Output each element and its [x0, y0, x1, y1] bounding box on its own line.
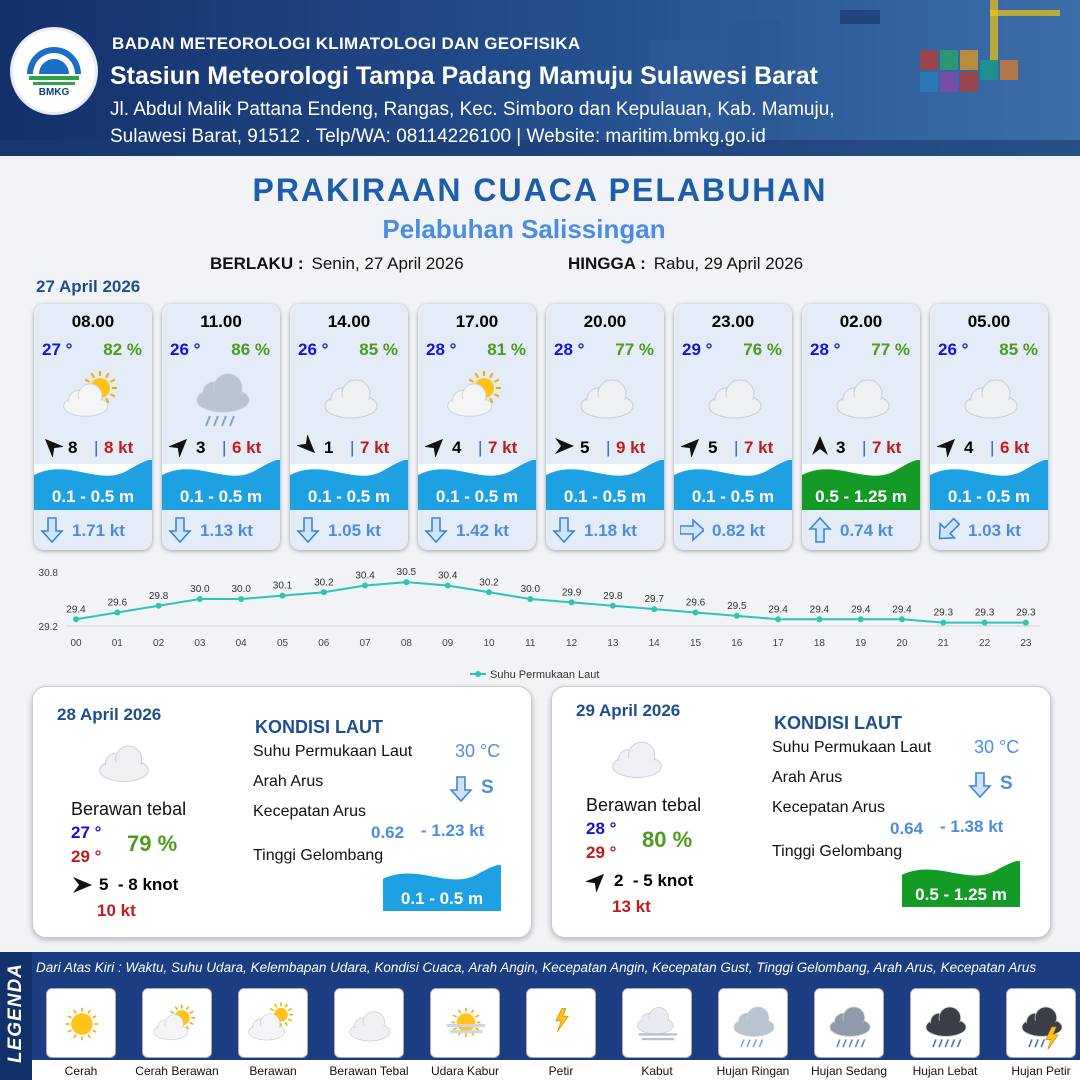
berawan-tebal-icon: [343, 999, 397, 1049]
separator: |: [222, 438, 227, 457]
agency-name: BADAN METEOROLOGI KLIMATOLOGI DAN GEOFISIKA: [112, 34, 581, 53]
separator: |: [862, 438, 867, 457]
x-tick-label: 03: [194, 638, 206, 649]
wind-speed: 5: [708, 438, 718, 457]
x-tick-label: 01: [111, 638, 123, 649]
wind-speed: 3: [836, 438, 846, 457]
berawan-tebal-icon: [956, 366, 1026, 426]
current-direction-label: Arah Arus: [772, 769, 843, 786]
separator: |: [350, 438, 355, 457]
legend-icon-box: [910, 988, 980, 1058]
air-temperature: 26 °: [170, 340, 201, 359]
current-speed: 1.71 kt: [72, 521, 125, 540]
gust-speed: 9 kt: [616, 438, 646, 457]
wind-speed: 8: [68, 438, 78, 457]
sst-point: [940, 620, 946, 626]
sst-point: [610, 603, 616, 609]
wind-speed-range: 2 - 5 knot: [614, 871, 694, 890]
sst-point: [486, 589, 492, 595]
gust-speed: 10 kt: [97, 901, 136, 920]
wave-height: 0.1 - 0.5 m: [691, 487, 775, 506]
wave-height-label: Tinggi Gelombang: [253, 847, 384, 864]
max-temperature: 29 °: [71, 847, 102, 866]
air-temperature: 28 °: [554, 340, 585, 359]
card-time: 11.00: [200, 312, 242, 331]
sst-point: [197, 596, 203, 602]
hourly-card: [802, 304, 920, 550]
y-tick-label: 30.8: [38, 568, 58, 579]
humidity: 81 %: [487, 340, 526, 359]
legend-item-label: Berawan: [249, 1064, 297, 1078]
x-tick-label: 22: [979, 638, 991, 649]
legend-item-label: Udara Kabur: [430, 1064, 500, 1078]
berawan-icon: [247, 999, 301, 1049]
air-temperature: 26 °: [298, 340, 329, 359]
wind-speed: 4: [452, 438, 462, 457]
sst-point: [73, 616, 79, 622]
sst-point: [238, 596, 244, 602]
sst-data-label: 30.2: [314, 577, 334, 589]
legend-item-label: Hujan Ringan: [716, 1064, 790, 1078]
x-tick-label: 23: [1020, 638, 1032, 649]
hourly-card: [162, 304, 280, 550]
legend-item: [46, 988, 116, 1080]
humidity: 77 %: [615, 340, 654, 359]
x-tick-label: 09: [442, 638, 454, 649]
sst-data-label: 30.1: [272, 580, 293, 592]
cerah-berawan-icon: [444, 366, 514, 426]
current-speed-min: 0.64: [890, 819, 924, 838]
gust-speed: 7 kt: [744, 438, 774, 457]
valid-from-value: Senin, 27 April 2026: [311, 254, 464, 273]
gust-speed: 13 kt: [612, 897, 651, 916]
legend-item-label: Cerah Berawan: [135, 1064, 219, 1078]
x-tick-label: 08: [400, 638, 412, 649]
current-direction-icon: [168, 516, 192, 544]
sst-data-label: 30.4: [355, 570, 375, 582]
legend-item: [430, 988, 500, 1080]
current-direction-icon: [424, 516, 448, 544]
gust-speed: 8 kt: [104, 438, 134, 457]
hourly-card: [34, 304, 152, 550]
sst-data-label: 29.4: [66, 604, 86, 616]
wind-speed: 1: [324, 438, 334, 457]
sst-point: [734, 613, 740, 619]
legend-item-label: Hujan Petir: [1011, 1064, 1071, 1078]
card-time: 02.00: [839, 312, 883, 331]
legend-icon-box: [526, 988, 596, 1058]
x-tick-label: 07: [359, 638, 371, 649]
current-direction-icon: [936, 516, 960, 544]
legend-item: [622, 988, 692, 1080]
x-tick-label: 14: [648, 638, 660, 649]
weather-condition: Berawan tebal: [71, 799, 187, 819]
wave-height: 0.1 - 0.5 m: [563, 487, 647, 506]
wave-height: 0.1 - 0.5 m: [400, 889, 484, 908]
weather-condition: Berawan tebal: [586, 795, 702, 815]
gust-speed: 6 kt: [1000, 438, 1030, 457]
wave-height: 0.5 - 1.25 m: [915, 885, 1007, 904]
daily-panel: [32, 686, 532, 938]
sst-point: [693, 610, 699, 616]
air-temperature: 29 °: [682, 340, 713, 359]
petir-icon: [535, 999, 589, 1049]
current-speed-max: - 1.38 kt: [940, 817, 1004, 836]
berawan-tebal-icon: [89, 733, 159, 789]
legend-icon-box: [622, 988, 692, 1058]
x-tick-label: 17: [772, 638, 784, 649]
bmkg-logo: [10, 27, 98, 115]
hujan-ringan-icon: [727, 999, 781, 1049]
wave-height: 0.1 - 0.5 m: [435, 487, 519, 506]
current-direction-icon: [449, 775, 471, 803]
x-tick-label: 10: [483, 638, 495, 649]
hourly-card: [930, 304, 1048, 550]
hujan-sedang-icon: [823, 999, 877, 1049]
current-speed-max: - 1.23 kt: [421, 821, 485, 840]
sea-condition-title: KONDISI LAUT: [255, 717, 383, 737]
legend-item: [526, 988, 596, 1080]
wind-direction-icon: [553, 435, 575, 457]
air-temperature: 26 °: [938, 340, 969, 359]
x-tick-label: 05: [276, 638, 289, 649]
sst-point: [403, 579, 409, 585]
wind-direction-icon: [809, 435, 831, 457]
kabut-icon: [631, 999, 685, 1049]
current-direction-icon: [552, 516, 576, 544]
humidity: 76 %: [743, 340, 782, 359]
current-speed-label: Kecepatan Arus: [253, 803, 366, 820]
max-temperature: 29 °: [586, 843, 617, 862]
bmkg-logo-icon: [13, 30, 95, 112]
sst-point: [280, 593, 286, 599]
separator: |: [478, 438, 483, 457]
logo-text: BMKG: [38, 87, 70, 98]
x-tick-label: 13: [607, 638, 619, 649]
sst-point: [899, 616, 905, 622]
humidity: 82 %: [103, 340, 142, 359]
berawan-tebal-icon: [602, 729, 672, 785]
daily-panel: [551, 686, 1051, 938]
legend-item: [135, 988, 219, 1080]
sst-data-label: 29.4: [892, 604, 912, 616]
sst-data-label: 30.2: [479, 577, 499, 589]
current-direction: S: [1000, 773, 1013, 794]
sst-point: [321, 589, 327, 595]
sst-data-label: 29.8: [603, 590, 623, 602]
wind-direction-icon: [681, 435, 703, 457]
legend-description: Dari Atas Kiri : Waktu, Suhu Udara, Kelembapan Udara, Kondisi Cuaca, Arah Angin, Kecepatan Angin, Kecepatan Gust, Tinggi Gelombang, Arah Arus, Kecepatan Arus: [36, 960, 1037, 975]
hourly-card: [546, 304, 664, 550]
legend-icon-box: [238, 988, 308, 1058]
air-temperature: 27 °: [42, 340, 73, 359]
air-temperature: 28 °: [810, 340, 841, 359]
gust-speed: 7 kt: [872, 438, 902, 457]
sst-data-label: 29.7: [644, 594, 664, 606]
current-direction-icon: [296, 516, 320, 544]
legend-item: [329, 988, 409, 1080]
berawan-tebal-icon: [316, 366, 386, 426]
forecast-date: 27 April 2026: [36, 277, 141, 296]
wind-speed: 5: [580, 438, 590, 457]
wave-height-label: Tinggi Gelombang: [772, 843, 903, 860]
current-speed: 0.82 kt: [712, 521, 765, 540]
sst-data-label: 29.3: [974, 607, 995, 619]
current-speed-label: Kecepatan Arus: [772, 799, 885, 816]
legend-icon-box: [814, 988, 884, 1058]
port-name: Pelabuhan Salissingan: [382, 214, 666, 244]
legend-item: [718, 988, 788, 1080]
sst-data-label: 30.0: [190, 584, 210, 595]
min-temperature: 27 °: [71, 823, 102, 842]
x-tick-label: 20: [896, 638, 908, 649]
cerah-berawan-icon: [60, 366, 130, 426]
sst-data-label: 29.4: [850, 604, 871, 616]
card-time: 08.00: [71, 312, 115, 331]
legend-icon-box: [46, 988, 116, 1058]
current-direction-icon: [808, 516, 832, 544]
legend-item: [1006, 988, 1076, 1080]
sst-point: [816, 616, 822, 622]
sst-point: [156, 603, 162, 609]
separator: |: [990, 438, 995, 457]
station-name: Stasiun Meteorologi Tampa Padang Mamuju Sulawesi Barat: [110, 62, 819, 90]
valid-to-label: HINGGA :: [568, 254, 646, 273]
sst-series-line: [76, 582, 1026, 623]
valid-to: [568, 254, 803, 274]
sst-value: 30 °C: [455, 741, 501, 761]
sst-point: [775, 616, 781, 622]
hourly-card: [674, 304, 792, 550]
sst-data-label: 29.9: [561, 587, 582, 599]
current-direction-icon: [680, 516, 704, 544]
legend-item-label: Kabut: [641, 1064, 673, 1078]
gust-speed: 7 kt: [360, 438, 390, 457]
wave-height: 0.1 - 0.5 m: [179, 487, 263, 506]
x-tick-label: 16: [731, 638, 743, 649]
legend-item-label: Petir: [548, 1064, 574, 1078]
x-tick-label: 21: [937, 638, 949, 649]
gust-speed: 7 kt: [488, 438, 518, 457]
sst-data-label: 30.4: [437, 570, 458, 582]
sst-data-label: 30.0: [231, 584, 251, 595]
air-temperature: 28 °: [426, 340, 457, 359]
sst-data-label: 29.3: [933, 607, 954, 619]
sst-data-label: 29.5: [727, 600, 747, 612]
legend-item: [910, 988, 980, 1080]
legend-icon-box: [1006, 988, 1076, 1058]
wind-direction-icon: [71, 874, 93, 896]
valid-from-label: BERLAKU :: [210, 254, 304, 273]
wave-height: 0.1 - 0.5 m: [51, 487, 135, 506]
current-speed: 1.05 kt: [328, 521, 381, 540]
valid-to-value: Rabu, 29 April 2026: [653, 254, 804, 273]
card-time: 20.00: [583, 312, 627, 331]
wind-direction-icon: [297, 435, 319, 457]
current-speed: 1.13 kt: [200, 521, 253, 540]
sst-point: [982, 620, 988, 626]
wind-speed: 3: [196, 438, 206, 457]
humidity: 85 %: [359, 340, 398, 359]
legend-item: [810, 988, 888, 1080]
wind-direction-icon: [586, 870, 608, 892]
current-direction-icon: [968, 771, 990, 799]
x-tick-label: 12: [566, 638, 578, 649]
gust-speed: 6 kt: [232, 438, 262, 457]
address-line-1: Jl. Abdul Malik Pattana Endeng, Rangas, Kec. Simboro dan Kepulauan, Kab. Mamuju,: [110, 99, 835, 120]
sst-point: [569, 599, 575, 605]
humidity: 85 %: [999, 340, 1038, 359]
page-title: PRAKIRAAN CUACA PELABUHAN: [252, 172, 828, 208]
wind-direction-icon: [425, 435, 447, 457]
wave-height: 0.5 - 1.25 m: [815, 487, 907, 506]
humidity: 80 %: [642, 827, 693, 852]
y-tick-label: 29.2: [38, 622, 58, 633]
hourly-card: [418, 304, 536, 550]
sst-data-label: 29.3: [1016, 607, 1036, 619]
current-speed-min: 0.62: [371, 823, 405, 842]
x-tick-label: 00: [70, 638, 82, 649]
wind-direction-icon: [169, 435, 191, 457]
legend-item-label: Cerah: [64, 1064, 98, 1078]
separator: |: [94, 438, 99, 457]
current-direction-icon: [40, 516, 64, 544]
panel-date: 28 April 2026: [57, 705, 162, 724]
legend-icon-box: [430, 988, 500, 1058]
legend-label: Suhu Permukaan Laut: [490, 669, 600, 681]
sst-data-label: 29.4: [809, 604, 830, 616]
valid-from: [210, 254, 464, 274]
legend-title: LEGENDA: [5, 963, 26, 1063]
berawan-tebal-icon: [572, 366, 642, 426]
sst-label: Suhu Permukaan Laut: [772, 739, 932, 756]
sst-data-label: 30.5: [396, 567, 417, 579]
cerah-icon: [55, 999, 109, 1049]
sst-point: [1023, 620, 1029, 626]
x-tick-label: 15: [689, 638, 702, 649]
udara-kabur-icon: [439, 999, 493, 1049]
wave-height: 0.1 - 0.5 m: [947, 487, 1031, 506]
sst-data-label: 29.4: [768, 604, 788, 616]
sst-data-label: 29.6: [107, 597, 128, 609]
current-direction: S: [481, 777, 494, 798]
legend-marker: [475, 671, 481, 677]
wave-height: 0.1 - 0.5 m: [307, 487, 391, 506]
wind-direction-icon: [41, 435, 63, 457]
sst-value: 30 °C: [974, 737, 1020, 757]
header-banner: [0, 0, 1080, 156]
current-speed: 1.42 kt: [456, 521, 509, 540]
legend-item: [238, 988, 308, 1080]
cerah-berawan-icon: [151, 999, 205, 1049]
sst-data-label: 29.8: [148, 590, 169, 602]
separator: |: [606, 438, 611, 457]
wind-direction-icon: [937, 435, 959, 457]
sst-point: [858, 616, 864, 622]
x-tick-label: 04: [235, 638, 247, 649]
hujan-lebat-icon: [919, 999, 973, 1049]
hujan-petir-icon: [1015, 999, 1069, 1049]
x-tick-label: 02: [153, 638, 165, 649]
legend-icon-box: [334, 988, 404, 1058]
sst-point: [527, 596, 533, 602]
separator: |: [734, 438, 739, 457]
sst-point: [362, 583, 368, 589]
sst-point: [651, 606, 657, 612]
wind-speed: 4: [964, 438, 974, 457]
legend-item-label: Hujan Lebat: [912, 1064, 978, 1078]
x-tick-label: 19: [855, 638, 867, 649]
current-speed: 1.03 kt: [968, 521, 1021, 540]
sea-condition-title: KONDISI LAUT: [774, 713, 902, 733]
wind-speed-range: 5 - 8 knot: [99, 875, 179, 894]
current-speed: 1.18 kt: [584, 521, 637, 540]
current-direction-label: Arah Arus: [253, 773, 324, 790]
hourly-card: [290, 304, 408, 550]
x-tick-label: 11: [525, 638, 536, 649]
humidity: 77 %: [871, 340, 910, 359]
min-temperature: 28 °: [586, 819, 617, 838]
hujan-ringan-icon: [188, 366, 258, 426]
sst-chart: [0, 560, 1080, 685]
address-line-2: Sulawesi Barat, 91512 . Telp/WA: 08114226100 | Website: maritim.bmkg.go.id: [110, 126, 766, 147]
card-time: 17.00: [455, 312, 499, 331]
humidity: 86 %: [231, 340, 270, 359]
humidity: 79 %: [127, 831, 178, 856]
current-speed: 0.74 kt: [840, 521, 893, 540]
x-tick-label: 06: [318, 638, 330, 649]
x-tick-label: 18: [813, 638, 825, 649]
card-time: 05.00: [967, 312, 1011, 331]
panel-date: 29 April 2026: [576, 701, 681, 720]
sst-data-label: 29.6: [685, 597, 706, 609]
legend-item-label: Berawan Tebal: [329, 1064, 409, 1078]
sst-label: Suhu Permukaan Laut: [253, 743, 413, 760]
card-time: 23.00: [711, 312, 755, 331]
sst-point: [114, 610, 120, 616]
legend-icon-box: [142, 988, 212, 1058]
legend-item-label: Hujan Sedang: [810, 1064, 888, 1078]
legend-sidebar: [0, 952, 32, 1080]
sst-point: [445, 583, 451, 589]
berawan-tebal-icon: [828, 366, 898, 426]
legend-icon-box: [718, 988, 788, 1058]
berawan-tebal-icon: [700, 366, 770, 426]
card-time: 14.00: [327, 312, 371, 331]
sst-data-label: 30.0: [520, 584, 541, 595]
